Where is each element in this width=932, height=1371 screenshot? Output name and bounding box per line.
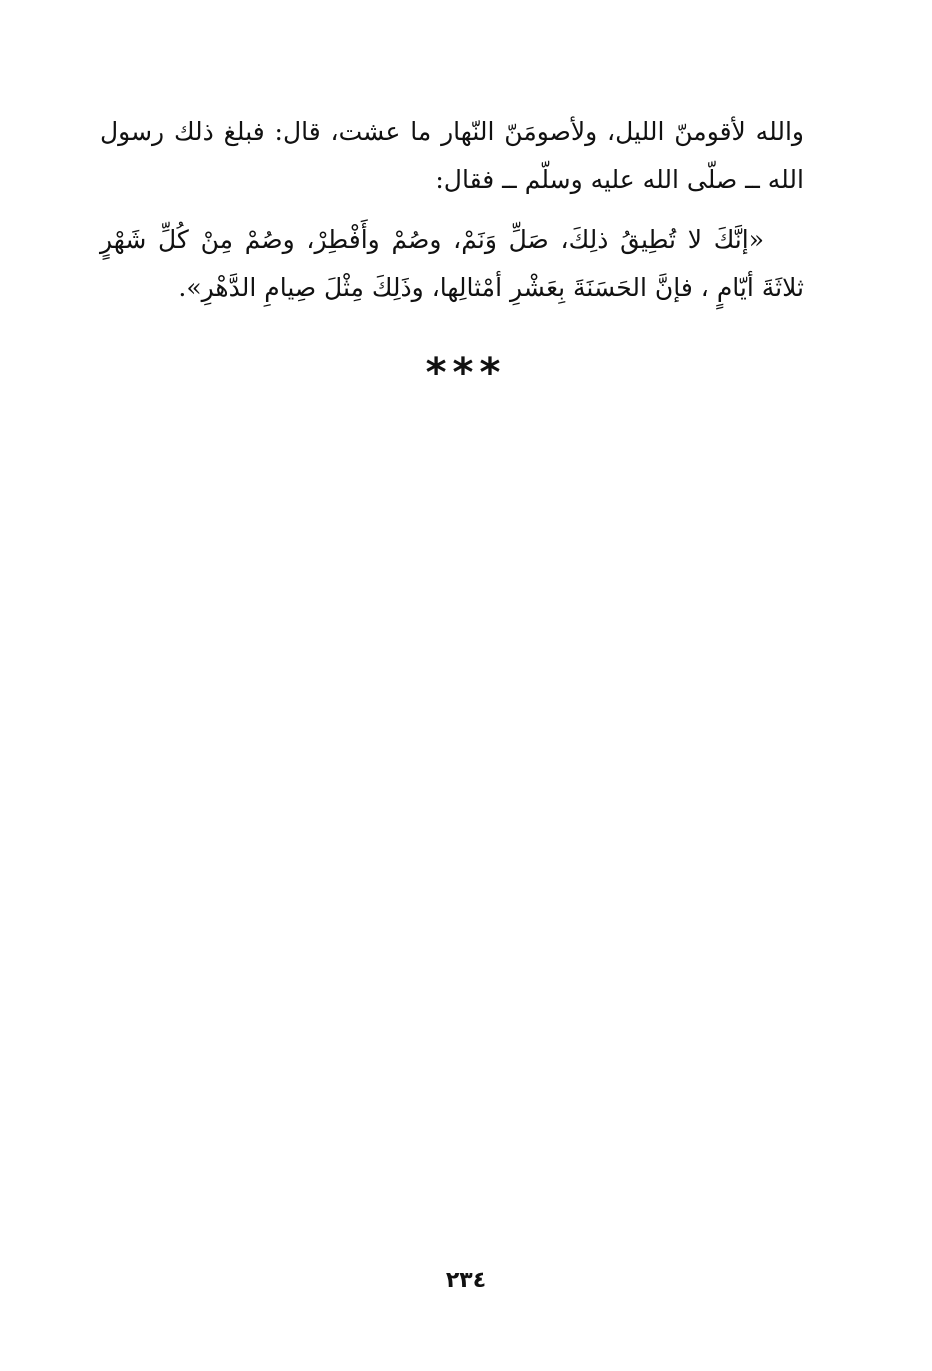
paragraph-narration: والله لأقومنّ الليل، ولأصومَنّ النّهار ما عشت، قال: فبلغ ذلك رسول الله ــ صلّى الله عليه وسلّم ــ فقال:: [100, 117, 804, 194]
section-separator: ***: [425, 350, 507, 396]
page-number: ٢٣٤: [445, 1268, 487, 1293]
body-text: [100, 108, 804, 312]
paragraph-hadith-quote: «إنَّكَ لا تُطِيقُ ذلِكَ، صَلِّ وَنَمْ، وصُمْ وأَفْطِرْ، وصُمْ مِنْ كُلِّ شَهْرٍ ثلاثَةَ أيّامٍ ، فإنَّ الحَسَنَةَ بِعَشْرِ أمْثالِها، وذَلِكَ مِثْلَ صِيامِ الدَّهْرِ».: [100, 225, 804, 302]
